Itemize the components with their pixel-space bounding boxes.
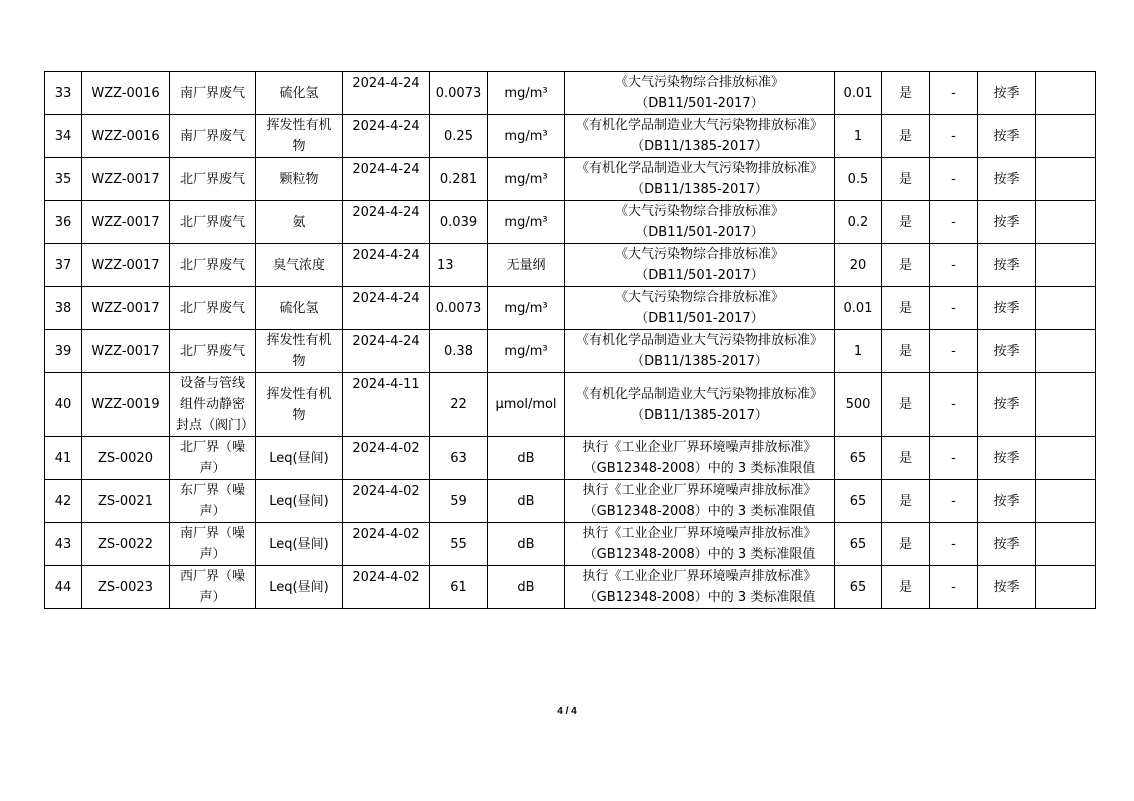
remark-cell	[1036, 480, 1096, 523]
unit-cell: dB	[488, 566, 565, 609]
page-number: 4 / 4	[557, 706, 577, 717]
compliance-cell: 是	[882, 158, 930, 201]
table-row	[45, 373, 1096, 437]
frequency-cell: 按季	[978, 201, 1036, 244]
measured-value-cell: 22	[430, 373, 488, 437]
measured-value-cell: 13	[430, 244, 488, 287]
exceedance-cell: -	[930, 201, 978, 244]
measured-value-cell: 0.281	[430, 158, 488, 201]
location-cell: 西厂界（噪声）	[170, 566, 256, 609]
limit-value-cell: 1	[835, 115, 882, 158]
exceedance-cell: -	[930, 287, 978, 330]
date-cell: 2024-4-02	[343, 437, 430, 480]
point-code-cell: ZS-0023	[82, 566, 170, 609]
row-number-cell: 40	[45, 373, 82, 437]
standard-name-line: 《大气污染物综合排放标准》	[614, 290, 784, 305]
remark-cell	[1036, 287, 1096, 330]
exceedance-cell: -	[930, 244, 978, 287]
table-row	[45, 115, 1096, 158]
row-number-cell: 34	[45, 115, 82, 158]
standard-code-line: （GB12348-2008）中的 3 类标准限值	[583, 547, 816, 562]
compliance-cell: 是	[882, 72, 930, 115]
table-row	[45, 523, 1096, 566]
date-cell: 2024-4-11	[343, 373, 430, 437]
date-cell: 2024-4-24	[343, 330, 430, 373]
pollutant-cell: 硫化氢	[256, 287, 343, 330]
limit-value-cell: 65	[835, 480, 882, 523]
measured-value-cell: 63	[430, 437, 488, 480]
row-number-cell: 41	[45, 437, 82, 480]
remark-cell	[1036, 523, 1096, 566]
measured-value-cell: 0.38	[430, 330, 488, 373]
limit-value-cell: 65	[835, 566, 882, 609]
point-code-cell: ZS-0020	[82, 437, 170, 480]
date-cell: 2024-4-24	[343, 287, 430, 330]
exceedance-cell: -	[930, 158, 978, 201]
exceedance-cell: -	[930, 72, 978, 115]
unit-cell: mg/m³	[488, 201, 565, 244]
point-code-cell: WZZ-0019	[82, 373, 170, 437]
point-code-cell: WZZ-0017	[82, 244, 170, 287]
measured-value-cell: 0.039	[430, 201, 488, 244]
date-cell: 2024-4-24	[343, 201, 430, 244]
remark-cell	[1036, 201, 1096, 244]
remark-cell	[1036, 244, 1096, 287]
row-number-cell: 38	[45, 287, 82, 330]
frequency-cell: 按季	[978, 72, 1036, 115]
date-cell: 2024-4-02	[343, 480, 430, 523]
date-cell: 2024-4-24	[343, 115, 430, 158]
row-number-cell: 39	[45, 330, 82, 373]
limit-value-cell: 20	[835, 244, 882, 287]
measured-value-cell: 59	[430, 480, 488, 523]
unit-cell: μmol/mol	[488, 373, 565, 437]
standard-cell	[565, 523, 835, 566]
standard-cell	[565, 287, 835, 330]
unit-cell: 无量纲	[488, 244, 565, 287]
measured-value-cell: 0.0073	[430, 287, 488, 330]
pollutant-cell: Leq(昼间)	[256, 480, 343, 523]
table-row	[45, 244, 1096, 287]
standard-code-line: （DB11/501-2017）	[635, 225, 764, 240]
pollutant-cell: 硫化氢	[256, 72, 343, 115]
frequency-cell: 按季	[978, 437, 1036, 480]
standard-cell	[565, 201, 835, 244]
point-code-cell: WZZ-0017	[82, 287, 170, 330]
limit-value-cell: 65	[835, 523, 882, 566]
frequency-cell: 按季	[978, 158, 1036, 201]
row-number-cell: 44	[45, 566, 82, 609]
compliance-cell: 是	[882, 330, 930, 373]
remark-cell	[1036, 437, 1096, 480]
date-cell: 2024-4-24	[343, 158, 430, 201]
table-row	[45, 480, 1096, 523]
date-cell: 2024-4-02	[343, 566, 430, 609]
table-row	[45, 287, 1096, 330]
location-cell: 北厂界（噪声）	[170, 437, 256, 480]
pollutant-cell: 颗粒物	[256, 158, 343, 201]
standard-cell	[565, 437, 835, 480]
unit-cell: dB	[488, 437, 565, 480]
exceedance-cell: -	[930, 566, 978, 609]
exceedance-cell: -	[930, 523, 978, 566]
remark-cell	[1036, 115, 1096, 158]
standard-name-line: 执行《工业企业厂界环境噪声排放标准》	[582, 526, 817, 541]
pollutant-cell: Leq(昼间)	[256, 437, 343, 480]
compliance-cell: 是	[882, 566, 930, 609]
exceedance-cell: -	[930, 480, 978, 523]
compliance-cell: 是	[882, 244, 930, 287]
exceedance-cell: -	[930, 437, 978, 480]
unit-cell: mg/m³	[488, 115, 565, 158]
point-code-cell: WZZ-0016	[82, 115, 170, 158]
remark-cell	[1036, 373, 1096, 437]
pollutant-cell: Leq(昼间)	[256, 566, 343, 609]
pollutant-cell: 氨	[256, 201, 343, 244]
standard-cell	[565, 115, 835, 158]
frequency-cell: 按季	[978, 480, 1036, 523]
standard-name-line: 《大气污染物综合排放标准》	[614, 75, 784, 90]
standard-cell	[565, 330, 835, 373]
location-cell: 北厂界废气	[170, 158, 256, 201]
standard-code-line: （GB12348-2008）中的 3 类标准限值	[583, 504, 816, 519]
pollutant-cell: 挥发性有机物	[256, 373, 343, 437]
location-cell: 设备与管线组件动静密封点（阀门）	[170, 373, 256, 437]
standard-code-line: （DB11/1385-2017）	[631, 354, 768, 369]
standard-code-line: （DB11/501-2017）	[635, 311, 764, 326]
unit-cell: mg/m³	[488, 287, 565, 330]
location-cell: 南厂界废气	[170, 72, 256, 115]
table-row	[45, 72, 1096, 115]
exceedance-cell: -	[930, 373, 978, 437]
row-number-cell: 36	[45, 201, 82, 244]
standard-cell	[565, 480, 835, 523]
exceedance-cell: -	[930, 115, 978, 158]
measured-value-cell: 0.25	[430, 115, 488, 158]
frequency-cell: 按季	[978, 244, 1036, 287]
frequency-cell: 按季	[978, 330, 1036, 373]
frequency-cell: 按季	[978, 373, 1036, 437]
point-code-cell: WZZ-0016	[82, 72, 170, 115]
standard-code-line: （DB11/501-2017）	[635, 268, 764, 283]
remark-cell	[1036, 158, 1096, 201]
location-cell: 北厂界废气	[170, 287, 256, 330]
standard-name-line: 《有机化学品制造业大气污染物排放标准》	[575, 386, 823, 402]
pollutant-cell: 挥发性有机物	[256, 115, 343, 158]
compliance-cell: 是	[882, 373, 930, 437]
unit-cell: mg/m³	[488, 72, 565, 115]
compliance-cell: 是	[882, 437, 930, 480]
row-number-cell: 33	[45, 72, 82, 115]
row-number-cell: 42	[45, 480, 82, 523]
unit-cell: dB	[488, 480, 565, 523]
pollutant-cell: 挥发性有机物	[256, 330, 343, 373]
location-cell: 东厂界（噪声）	[170, 480, 256, 523]
standard-code-line: （DB11/1385-2017）	[631, 182, 768, 197]
compliance-cell: 是	[882, 480, 930, 523]
standard-cell	[565, 373, 835, 437]
standard-name-line: 《大气污染物综合排放标准》	[614, 247, 784, 262]
pollutant-cell: Leq(昼间)	[256, 523, 343, 566]
table-body	[45, 72, 1096, 609]
location-cell: 北厂界废气	[170, 330, 256, 373]
standard-cell	[565, 566, 835, 609]
point-code-cell: WZZ-0017	[82, 201, 170, 244]
standard-name-line: 执行《工业企业厂界环境噪声排放标准》	[582, 440, 817, 455]
row-number-cell: 35	[45, 158, 82, 201]
standard-cell	[565, 158, 835, 201]
location-cell: 南厂界废气	[170, 115, 256, 158]
unit-cell: mg/m³	[488, 158, 565, 201]
point-code-cell: WZZ-0017	[82, 330, 170, 373]
unit-cell: mg/m³	[488, 330, 565, 373]
limit-value-cell: 65	[835, 437, 882, 480]
standard-code-line: （GB12348-2008）中的 3 类标准限值	[583, 590, 816, 605]
measured-value-cell: 55	[430, 523, 488, 566]
limit-value-cell: 0.01	[835, 287, 882, 330]
date-cell: 2024-4-24	[343, 72, 430, 115]
compliance-cell: 是	[882, 523, 930, 566]
remark-cell	[1036, 566, 1096, 609]
unit-cell: dB	[488, 523, 565, 566]
standard-code-line: （DB11/1385-2017）	[631, 407, 768, 423]
compliance-cell: 是	[882, 287, 930, 330]
standard-name-line: 《有机化学品制造业大气污染物排放标准》	[575, 118, 823, 133]
standard-cell	[565, 72, 835, 115]
compliance-cell: 是	[882, 201, 930, 244]
location-cell: 北厂界废气	[170, 244, 256, 287]
standard-name-line: 《大气污染物综合排放标准》	[614, 204, 784, 219]
table-row	[45, 201, 1096, 244]
standard-cell	[565, 244, 835, 287]
compliance-cell: 是	[882, 115, 930, 158]
remark-cell	[1036, 330, 1096, 373]
date-cell: 2024-4-02	[343, 523, 430, 566]
limit-value-cell: 0.2	[835, 201, 882, 244]
frequency-cell: 按季	[978, 566, 1036, 609]
date-cell: 2024-4-24	[343, 244, 430, 287]
standard-name-line: 《有机化学品制造业大气污染物排放标准》	[575, 161, 823, 176]
standard-name-line: 《有机化学品制造业大气污染物排放标准》	[575, 333, 823, 348]
standard-name-line: 执行《工业企业厂界环境噪声排放标准》	[582, 569, 817, 584]
standard-name-line: 执行《工业企业厂界环境噪声排放标准》	[582, 483, 817, 498]
frequency-cell: 按季	[978, 287, 1036, 330]
location-cell: 南厂界（噪声）	[170, 523, 256, 566]
table-row	[45, 158, 1096, 201]
pollutant-cell: 臭气浓度	[256, 244, 343, 287]
limit-value-cell: 1	[835, 330, 882, 373]
point-code-cell: ZS-0021	[82, 480, 170, 523]
measured-value-cell: 61	[430, 566, 488, 609]
standard-code-line: （DB11/501-2017）	[635, 96, 764, 111]
remark-cell	[1036, 72, 1096, 115]
limit-value-cell: 0.01	[835, 72, 882, 115]
standard-code-line: （GB12348-2008）中的 3 类标准限值	[583, 461, 816, 476]
frequency-cell: 按季	[978, 523, 1036, 566]
measured-value-cell: 0.0073	[430, 72, 488, 115]
table-row	[45, 437, 1096, 480]
exceedance-cell: -	[930, 330, 978, 373]
point-code-cell: WZZ-0017	[82, 158, 170, 201]
limit-value-cell: 500	[835, 373, 882, 437]
row-number-cell: 43	[45, 523, 82, 566]
row-number-cell: 37	[45, 244, 82, 287]
table-row	[45, 330, 1096, 373]
frequency-cell: 按季	[978, 115, 1036, 158]
standard-code-line: （DB11/1385-2017）	[631, 139, 768, 154]
monitoring-results-table	[44, 71, 1096, 609]
limit-value-cell: 0.5	[835, 158, 882, 201]
point-code-cell: ZS-0022	[82, 523, 170, 566]
table-row	[45, 566, 1096, 609]
location-cell: 北厂界废气	[170, 201, 256, 244]
